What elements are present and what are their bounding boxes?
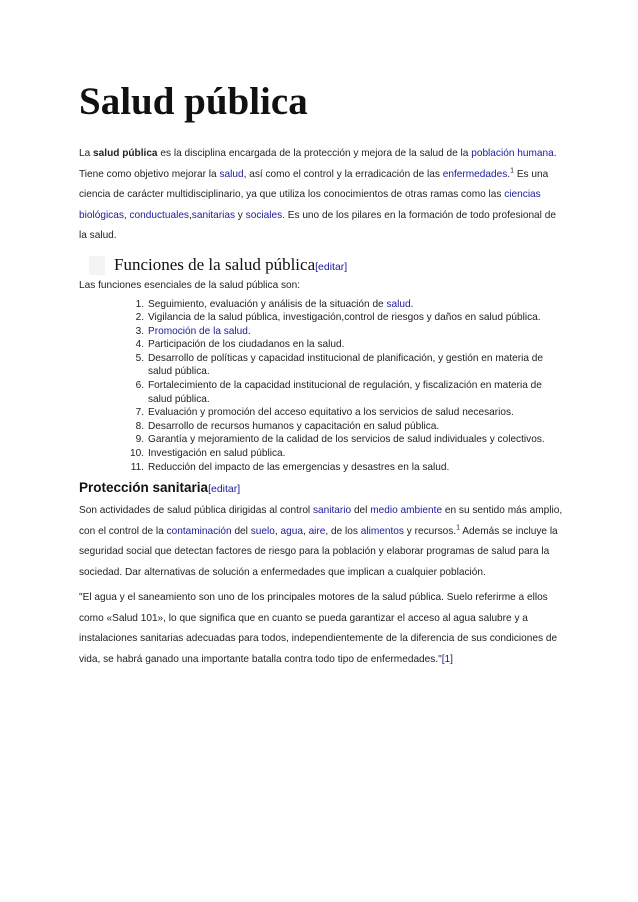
footnote-ref[interactable]: 1 <box>510 167 515 175</box>
bold-term: salud pública <box>93 148 158 159</box>
link-enfermedades[interactable]: enfermedades <box>442 168 508 180</box>
intro-paragraph <box>79 144 564 247</box>
reference-link[interactable]: [1] <box>441 653 453 665</box>
list-text: . <box>247 325 251 337</box>
list-number: 9. <box>135 434 144 446</box>
list-item <box>135 379 564 406</box>
link-salud[interactable]: salud <box>219 168 244 180</box>
link-alimentos[interactable]: alimentos <box>360 525 404 537</box>
text-run: Además se incluye la seguridad social que detectan factores de riesgo para la población y elaborar programas de salud para la sociedad. Dar alternativas de solución a enfermedades que implican a cualquier población. <box>79 525 558 578</box>
text-run: y recursos. <box>403 525 457 537</box>
text-run: . <box>507 168 511 180</box>
link-contaminacion[interactable]: contaminación <box>166 525 232 537</box>
link-sanitario[interactable]: sanitario <box>312 505 352 517</box>
list-number: 1. <box>135 298 144 310</box>
list-item <box>135 352 564 379</box>
link-medio-ambiente[interactable]: medio ambiente <box>370 505 443 517</box>
text-run: del <box>351 505 371 517</box>
list-text: Evaluación y promoción del acceso equitativo a los servicios de salud necesarios. <box>148 407 514 419</box>
footnote-ref[interactable]: 1 <box>456 524 461 532</box>
list-text: Seguimiento, evaluación y análisis de la situación de <box>148 298 387 310</box>
edit-link[interactable]: [editar] <box>208 483 241 496</box>
text-run: . Tiene como objetivo mejorar la <box>79 148 557 180</box>
link-agua[interactable]: agua <box>280 525 303 537</box>
list-number: 6. <box>135 380 144 392</box>
list-item <box>135 325 564 339</box>
list-text: Desarrollo de políticas y capacidad institucional de planificación, y gestión en materia de salud pública. <box>148 352 544 378</box>
link-salud[interactable]: salud <box>386 298 411 310</box>
list-text: Garantía y mejoramiento de la calidad de los servicios de salud individuales y colectivos. <box>148 434 545 446</box>
list-item <box>135 311 564 325</box>
sanitary-paragraph <box>79 501 564 583</box>
list-text: . <box>410 298 414 310</box>
list-number: 2. <box>135 312 144 324</box>
text-run: , <box>188 209 192 221</box>
list-number: 10. <box>129 448 144 460</box>
text-run: Son actividades de salud pública dirigidas al control <box>79 505 313 517</box>
list-item <box>130 461 564 475</box>
link-conductuales[interactable]: conductuales <box>129 209 189 221</box>
list-number: 8. <box>135 420 144 432</box>
list-text: Investigación en salud pública. <box>148 448 286 460</box>
list-text: Fortalecimiento de la capacidad institucional de regulación, y fiscalización en materia de salud pública. <box>148 380 542 405</box>
list-number: 4. <box>135 339 144 351</box>
list-item <box>129 447 564 461</box>
link-sanitarias[interactable]: sanitarias <box>191 209 235 221</box>
edit-link[interactable]: [editar] <box>315 260 348 273</box>
page-title: Salud pública <box>79 80 308 123</box>
text-run: , <box>274 525 281 537</box>
list-number: 11. <box>130 461 144 473</box>
list-item <box>135 433 564 447</box>
list-number: 7. <box>135 407 144 419</box>
quote-text: "El agua y el saneamiento son uno de los principales motores de la salud pública. Suelo referirme a ellos como «Salud 101», lo que significa que en cuanto se pueda garantizar el acceso al agua salubre y a instalaciones sanitarias adecuadas para todos, independientemente de la diferencia de sus condiciones de vida, se habrá ganado una importante batalla contra todo tipo de enfermedades." <box>79 592 558 665</box>
text-run: , <box>123 209 130 221</box>
text-run: , de los <box>325 525 361 537</box>
link-promocion-salud[interactable]: Promoción de la salud <box>148 325 248 337</box>
section-heading-proteccion <box>79 478 564 498</box>
functions-list <box>79 298 564 475</box>
list-text: Desarrollo de recursos humanos y capacitación en salud pública. <box>148 420 440 432</box>
text-run: en su sentido más amplio, con el control de la <box>79 505 563 537</box>
link-suelo[interactable]: suelo <box>250 525 275 537</box>
list-number: 5. <box>135 352 144 364</box>
list-text: Reducción del impacto de las emergencias y desastres en la salud. <box>148 461 450 473</box>
quote-paragraph <box>79 588 564 670</box>
text-run: , así como el control y la erradicación de las <box>243 168 443 180</box>
text-run: La <box>79 148 94 159</box>
list-text: Vigilancia de la salud pública, investigación,control de riesgos y daños en salud pública. <box>148 312 541 324</box>
link-aire[interactable]: aire <box>308 525 326 537</box>
link-poblacion-humana[interactable]: población humana <box>471 148 554 159</box>
text-run: . Es uno de los pilares en la formación de todo profesional de la salud. <box>79 209 556 241</box>
text-run: , <box>302 525 309 537</box>
text-run: Es una ciencia de carácter multidisciplinario, ya que utiliza los conocimientos de otras ramas como las <box>79 168 549 200</box>
text-run: del <box>231 525 251 537</box>
text-run: es la disciplina encargada de la protección y mejora de la salud de la <box>157 148 472 159</box>
section-heading-text: Funciones de la salud pública <box>114 254 316 274</box>
list-item <box>135 298 564 312</box>
text-run: y <box>235 209 246 221</box>
list-item <box>135 338 564 352</box>
link-sociales[interactable]: sociales <box>245 209 283 221</box>
heading-marker <box>89 256 105 275</box>
link-ciencias-biologicas[interactable]: ciencias biológicas <box>79 189 541 221</box>
list-item <box>135 406 564 420</box>
functions-intro: Las funciones esenciales de la salud pública son: <box>79 279 301 291</box>
list-text: Participación de los ciudadanos en la salud. <box>148 339 345 351</box>
section-heading-funciones <box>79 254 564 276</box>
list-number: 3. <box>135 325 144 337</box>
section-heading-text: Protección sanitaria <box>79 480 209 496</box>
list-item <box>135 420 564 434</box>
article <box>79 78 564 670</box>
